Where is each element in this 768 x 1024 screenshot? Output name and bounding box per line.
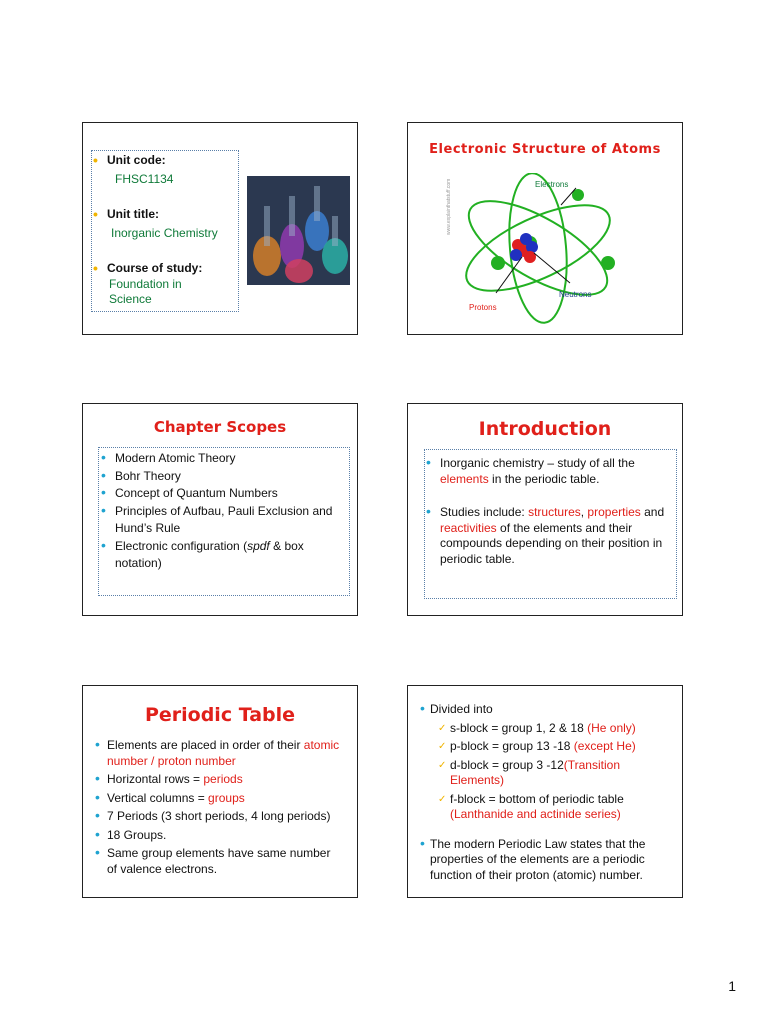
slide-introduction <box>407 403 683 616</box>
list-item: • Modern Atomic Theory <box>101 450 351 468</box>
label-protons: Protons <box>469 303 497 312</box>
slide-electronic-structure <box>407 122 683 335</box>
course-value-line1: Foundation in <box>109 277 182 291</box>
course-value-line2: Science <box>109 292 152 306</box>
list-item: • Electronic configuration (spdf & box notation) <box>101 538 351 573</box>
unit-title-value: Inorganic Chemistry <box>111 226 218 240</box>
unit-title-label: • Unit title: <box>93 207 238 221</box>
slide-periodic-table <box>82 685 358 898</box>
list-item: • Principles of Aufbau, Pauli Exclusion and Hund’s Rule <box>101 503 351 538</box>
unit-code-value: FHSC1134 <box>115 172 174 186</box>
list-item: • Vertical columns = groups <box>95 791 357 807</box>
periodic-law: • The modern Periodic Law states that the properties of the elements are a periodic function of their proton (atomic) number. <box>420 837 682 884</box>
list-item: ✓ f-block = bottom of periodic table (Lanthanide and actinide series) <box>438 792 682 823</box>
slide-title: Electronic Structure of Atoms <box>429 142 661 157</box>
flasks-image <box>247 176 350 285</box>
intro-paragraph-1: • Inorganic chemistry – study of all the elements in the periodic table. <box>426 456 678 487</box>
image-watermark: www.explainthatstuff.com <box>446 178 452 235</box>
page-number: 1 <box>728 978 736 994</box>
block-sublist <box>438 721 682 823</box>
list-item: • 18 Groups. <box>95 828 357 844</box>
list-item: • Same group elements have same number of valence electrons. <box>95 846 357 877</box>
blocks-list <box>420 702 682 883</box>
list-item: • Elements are placed in order of their atomic number / proton number <box>95 738 357 769</box>
intro-paragraph-2: • Studies include: structures, properties and reactivities of the elements and their compounds depending on their position in periodic table. <box>426 505 678 567</box>
list-item: • Bohr Theory <box>101 468 351 486</box>
label-electrons: Electrons <box>535 180 569 189</box>
slide-chapter-scopes <box>82 403 358 616</box>
list-item: ✓ p-block = group 13 -18 (except He) <box>438 739 682 755</box>
divided-into: • Divided into <box>420 702 682 718</box>
scopes-list <box>101 450 351 573</box>
list-item: • Horizontal rows = periods <box>95 772 357 788</box>
slide-title: Chapter Scopes <box>153 418 287 436</box>
unit-info-list <box>93 153 238 306</box>
slide-unit-info <box>82 122 358 335</box>
intro-text <box>426 456 678 567</box>
course-label: • Course of study: <box>93 261 238 275</box>
slide-title: Introduction <box>478 418 612 440</box>
label-neutrons: Neutrons <box>559 290 592 299</box>
list-item: ✓ s-block = group 1, 2 & 18 (He only) <box>438 721 682 737</box>
periodic-list <box>95 738 357 877</box>
slide-title: Periodic Table <box>144 704 296 726</box>
list-item: • 7 Periods (3 short periods, 4 long periods) <box>95 809 357 825</box>
unit-code-label: • Unit code: <box>93 153 238 167</box>
slide-blocks <box>407 685 683 898</box>
list-item: ✓ d-block = group 3 -12(Transition Elements) <box>438 758 682 789</box>
list-item: • Concept of Quantum Numbers <box>101 485 351 503</box>
